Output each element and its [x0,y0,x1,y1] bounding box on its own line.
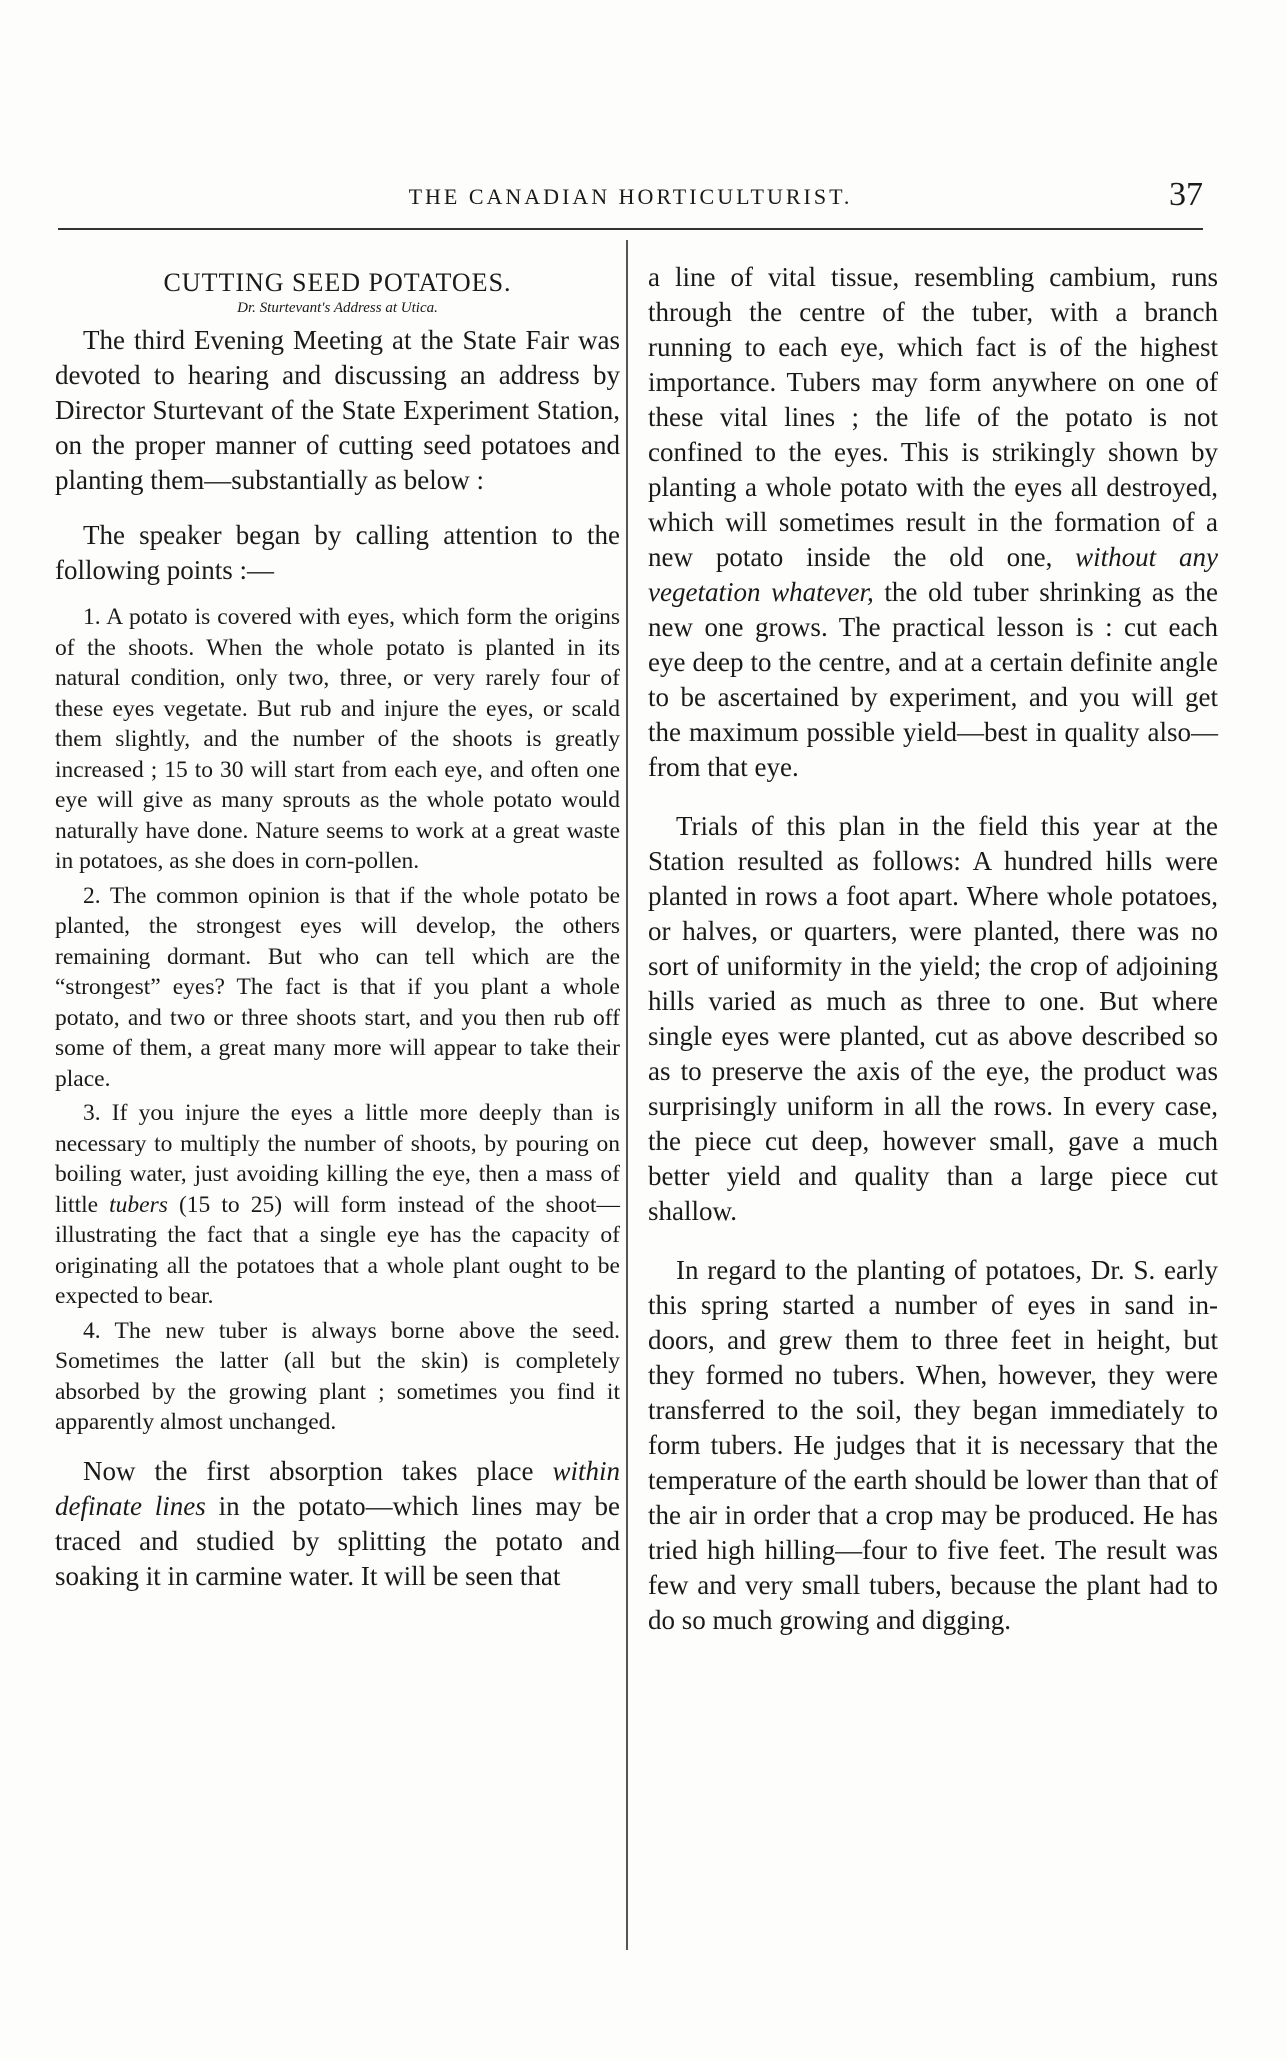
planting-paragraph: In regard to the planting of potatoes, Dr. S. early this spring started a number of eyes in sand in-doors, and grew them to three feet in height, but they formed no tubers. When, however, they were transferred to the soil, they began immediately to form tubers. He judges that it is necessary that the temperature of the earth should be lower than that of the air in order that a crop may be produced. He has tried high hilling—four to five feet. The result was few and very small tubers, because the plant had to do so much growing and digging. [648,1255,1218,1635]
absorption-text-a: Now the first absorption takes place [83,1455,553,1486]
vital-emphasis: without any vegetation whatever, [648,542,1218,607]
vital-tissue-paragraph [648,260,1218,785]
point-3 [55,1098,620,1312]
absorption-emphasis: within definate lines [55,1455,620,1521]
point-3-emphasis: tubers [109,1191,168,1218]
article-byline: Dr. Sturtevant's Address at Utica. [237,300,438,316]
column-divider [626,240,628,1950]
point-1: 1. A potato is covered with eyes, which form the origins of the shoots. When the whole potato is planted in its natural condition, only two, three, or very rarely four of these eyes vegetate. But rub and injure the eyes, or scald them slightly, and the number of the shoots is greatly increased ; 15 to 30 will start from each eye, and often one eye will give as many sprouts as the whole potato would naturally have done. Nature seems to work at a great waste in potatoes, as she does in corn-pollen. [55,604,620,874]
header-rule [58,228,1203,230]
vital-text-b: the old tuber shrinking as the new one grows. The practical lesson is : cut each eye deep to the centre, and at a certain definite angle to be ascertained by experiment, and you will get the maximum possible yield—best in quality also—from that eye. [648,577,1218,782]
right-column [648,260,1218,1662]
point-2: 2. The common opinion is that if the whole potato be planted, the strongest eyes will develop, the others remaining dormant. But who can tell which are the “strongest” eyes? The fact is that if you plant a whole potato, and two or three shoots start, and you then rub off some of them, a great many more will appear to take their place. [55,882,620,1092]
article-title: CUTTING SEED POTATOES. [163,268,512,297]
intro-paragraph: The third Evening Meeting at the State Fair was devoted to hearing and discussing an address by Director Sturtevant of the State Experiment Station, on the proper manner of cutting seed potatoes and planting them—substantially as below : [55,325,620,495]
absorption-text-b: in the potato—which lines may be traced and studied by splitting the potato and soaking it in carmine water. It will be seen that [55,1490,621,1591]
running-head: THE CANADIAN HORTICULTURIST. [408,184,853,209]
left-column [55,260,620,1614]
point-4: 4. The new tuber is always borne above the seed. Sometimes the latter (all but the skin) is completely absorbed by the growing plant ; sometimes you find it apparently almost unchanged. [55,1317,620,1435]
page-header [58,176,1203,226]
absorption-paragraph [55,1454,620,1594]
point-3-text-a: 3. If you injure the eyes a little more deeply than is necessary to multiply the number of shoots, by pouring on boiling water, just avoiding killing the eye, then a mass of little [55,1100,620,1218]
lead-paragraph: The speaker began by calling attention to the following points :— [55,520,620,585]
page-number: 37 [1169,176,1203,213]
vital-text-a: a line of vital tissue, resembling cambium, runs through the centre of the tuber, with a branch running to each eye, which fact is of the highest importance. Tubers may form anywhere on one of these vital lines ; the life of the potato is not confined to the eyes. This is strikingly shown by planting a whole potato with the eyes all destroyed, which will sometimes result in the formation of a new potato inside the old one, [648,262,1218,572]
trials-paragraph: Trials of this plan in the field this year at the Station resulted as follows: A hundred hills were planted in rows a foot apart. Where whole potatoes, or halves, or quarters, were planted, there was no sort of uniformity in the yield; the crop of adjoining hills varied as much as three to one. But where single eyes were planted, cut as above described so as to preserve the axis of the eye, the product was surprisingly uniform in all the rows. In every case, the piece cut deep, however small, gave a much better yield and quality than a large piece cut shallow. [648,811,1218,1226]
point-3-text-b: (15 to 25) will form instead of the shoot—illustrating the fact that a single eye has the capacity of originating all the potatoes that a whole plant ought to be expected to bear. [55,1191,620,1309]
